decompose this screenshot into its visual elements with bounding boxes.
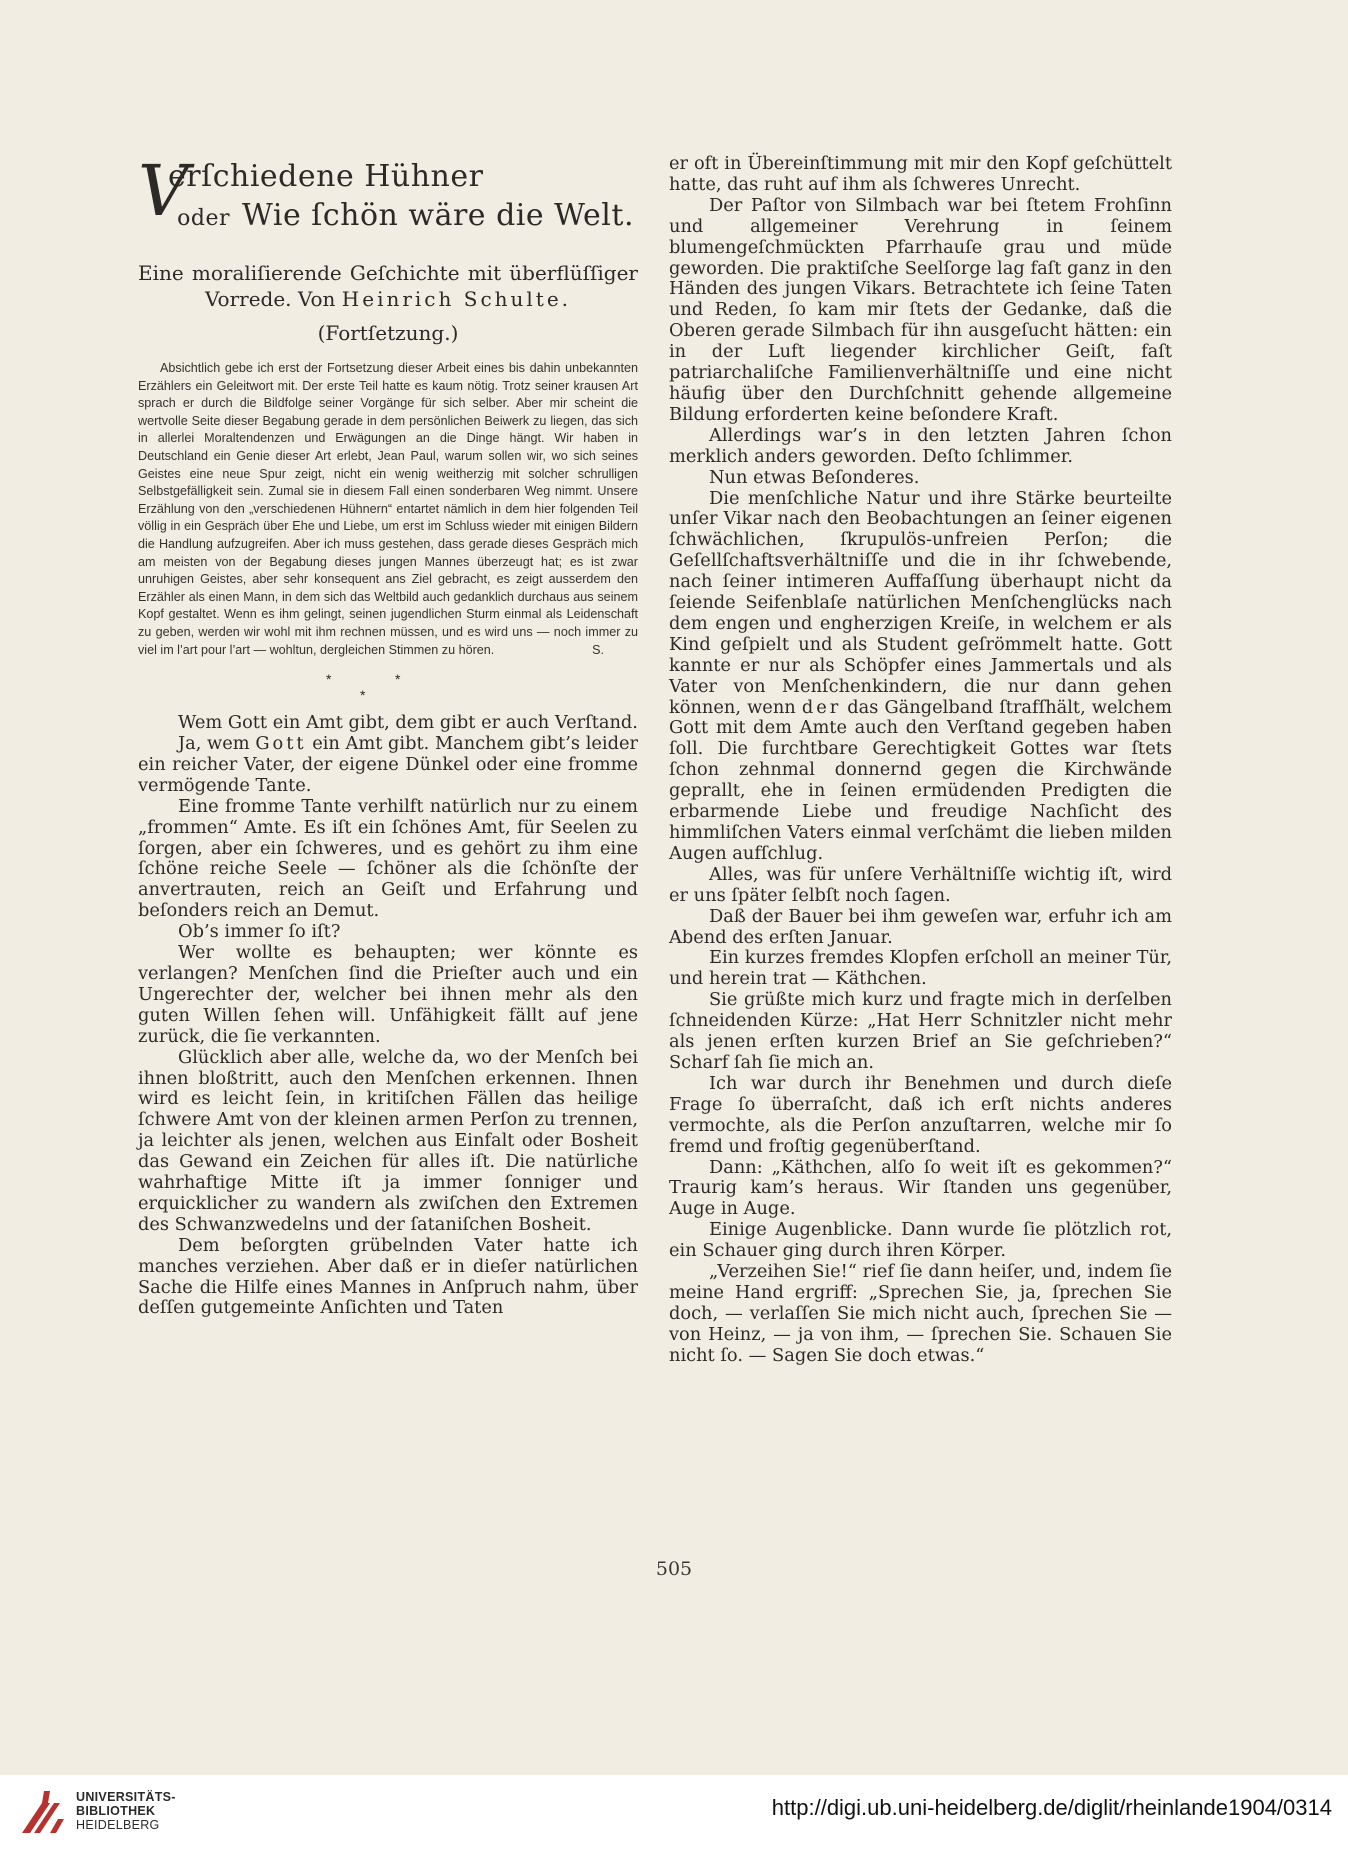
article-title xyxy=(138,150,638,233)
library-name-line: HEIDELBERG xyxy=(76,1818,160,1832)
subtitle-text: Eine moraliſierende Geſchichte mit überflüſſiger Vorrede. Von xyxy=(138,261,638,311)
paragraph: Eine fromme Tante verhilft natürlich nur zu einem „frommen“ Amte. Es iſt ein ſchönes Amt, für Seelen zu ſorgen, aber ein ſchweres, und es gehört zu ihm eine ſchöne reiche Seele — ſchöner als die ſchönſte der anvertrauten, reich an Geiſt und Erfahrung und beſonders reich an Demut. xyxy=(138,795,638,922)
source-url-link[interactable]: http://digi.ub.uni-heidelberg.de/diglit/rheinlande1904/0314 xyxy=(771,1795,1332,1820)
paragraph: Sie grüßte mich kurz und fragte mich in derſelben ſchneidenden Kürze: „Hat Herr Schnitzler nicht mehr als jenen erſten kurzen Brief an Sie geſchrieben?“ Scharf ſah ſie mich an. xyxy=(669,989,1172,1073)
preface-signature: S. xyxy=(592,642,604,657)
paragraph: Dem beſorgten grübelnden Vater hatte ich manches verziehen. Aber daß er in dieſer natürlichen Sache die Hilfe eines Mannes in Anſpruch nahm, über deſſen gutgemeinte Anſichten und Taten xyxy=(138,1234,638,1319)
preface-text: Absichtlich gebe ich erst der Fortsetzung dieser Arbeit eines bis dahin unbekannten Erzählers ein Geleitwort mit. Der erste Teil hatte es kaum nötig. Trotz seiner krausen Art sprach er durch die Bildfolge seiner Vorgänge für sich selber. Aber mir scheint die wertvolle Seite dieser Begabung gerade in dem persönlichen Beiwerk zu liegen, das sich in allerlei Moraltendenzen und Erwägungen an die Dinge hängt. Wir haben in Deutschland ein Genie dieser Art erlebt, Jean Paul, warum sollen wir, wo sich seines Geistes eine neue Spur zeigt, nicht ein wenig weitherzig mit solcher schrulligen Selbstgefälligkeit sein. Zumal sie in diesem Fall einen sonderbaren Weg nimmt. Unsere Erzählung von den „verschiedenen Hühnern“ entartet nämlich in dem hier folgenden Teil völlig in ein Gespräch über Ehe und Liebe, um erst im Schluss wieder mit einigen Bildern die Handlung aufzugreifen. Aber ich muss gestehen, dass gerade dieses Gespräch mich am meisten von der Begabung dieses jungen Mannes überzeugt hat; es ist zwar unruhigen Geistes, aber sehr konsequent ans Ziel gebracht, es zeigt ausserdem den Erzähler als einen Mann, in dem sich das Weltbild auch gedanklich durchaus aus seinem Kopf gestaltet. Wenn es ihm gelingt, seinen jugendlichen Sturm einmal als Leidenschaft zu geben, werden wir wohl mit ihm rechnen müssen, und es wird uns — noch immer zu viel im l’art pour l’art — wohltun, dergleichen Stimmen zu hören. xyxy=(138,361,638,657)
library-logo-icon xyxy=(20,1789,66,1835)
title-line-2-text: Wie ſchön wäre die Welt. xyxy=(242,198,634,233)
paragraph: Ein kurzes fremdes Klopfen erſcholl an meiner Tür, und herein trat — Käthchen. xyxy=(669,947,1172,990)
paragraph: Wem Gott ein Amt gibt, dem gibt er auch Verſtand. xyxy=(178,712,638,734)
title-line-1: erſchiedene Hühner xyxy=(168,159,484,194)
paragraph: Daß der Bauer bei ihm geweſen war, erfuhr ich am Abend des erſten Januar. xyxy=(669,905,1172,948)
right-column xyxy=(669,154,1172,1367)
paragraph: „Verzeihen Sie!“ rief ſie dann heiſer, und, indem ſie meine Hand ergriff: „Sprechen Sie, ja, ſprechen Sie doch, — verlaſſen Sie mich nicht auch, ſprechen Sie — von Heinz, — ja von ihm, — ſprechen Sie. Schauen Sie nicht ſo. — Sagen Sie doch etwas.“ xyxy=(669,1261,1172,1366)
paragraph-text: Die menſchliche Natur und ihre Stärke beurteilte unſer Vikar nach den Beobachtungen an ſeiner eigenen ſchwächlichen, ſkrupulös-unfreien Perſon; die Geſellſchaftsverhältniſſe und die in ihr ſchwebende, nach ſeiner intimeren Auffaſſung überhaupt nicht da ſeiende Seifenblaſe natürlichen Menſchenglücks nach dem engen und engherzigen Kreiſe, in welchem er als Kind geſpielt und als Student geſrömmelt hatte. Gott kannte er nur als Schöpfer eines Jammertals und als Vater von Menſchenkindern, die nur dann gehen können, wenn xyxy=(669,487,1172,718)
paragraph: Dann: „Käthchen, alſo ſo weit iſt es gekommen?“ Traurig kam’s heraus. Wir ſtanden uns gegenüber, Auge in Auge. xyxy=(669,1156,1172,1220)
separator-star: * xyxy=(326,671,332,688)
paragraph: Ob’s immer ſo iſt? xyxy=(178,921,341,943)
title-dropcap: V xyxy=(138,150,189,232)
title-line-2 xyxy=(177,200,634,235)
paragraph: Allerdings war’s in den letzten Jahren ſchon merklich anders geworden. Deſto ſchlimmer. xyxy=(669,424,1172,467)
paragraph: Glücklich aber alle, welche da, wo der Menſch bei ihnen bloßtritt, auch den Menſchen erkennen. Ihnen wird es leicht ſein, in kritiſchen Fällen das heilige ſchwere Amt von der kleinen armen Perſon zu trennen, ja leichter als jenen, welchen aus Einfalt oder Bosheit das Gewand ein Zeichen für alles iſt. Die natürliche wahrhaftige Mitte iſt ja immer ſonniger und erquicklicher zu wandern als zwiſchen den Extremen des Schwanzwedelns und der ſataniſchen Bosheit. xyxy=(138,1046,638,1235)
page-number: 505 xyxy=(655,1558,693,1580)
library-name xyxy=(76,1790,176,1832)
paragraph: er oft in Übereinſtimmung mit mir den Kopf geſchüttelt hatte, das ruht auf ihm als ſchweres Unrecht. xyxy=(669,153,1172,195)
continuation-note: (Fortſetzung.) xyxy=(317,321,459,345)
paragraph: Ich war durch ihr Benehmen und durch dieſe Frage ſo überraſcht, daß ich erſt nichts anderes vermochte, als die Perſon anzuſtarren, welche mir ſo fremd und froſtig gegenüberſtand. xyxy=(669,1072,1172,1157)
paragraph-text: Ja, wem xyxy=(178,733,250,754)
paragraph: Einige Augenblicke. Dann wurde ſie plötzlich rot, ein Schauer ging durch ihren Körper. xyxy=(669,1219,1172,1262)
editor-preface xyxy=(138,360,638,659)
library-name-line: BIBLIOTHEK xyxy=(76,1804,156,1818)
title-oder: oder xyxy=(177,206,231,231)
paragraph: Der Paſtor von Silmbach war bei ſtetem Frohſinn und allgemeiner Verehrung in ſeinem blumengeſchmückten Pfarrhauſe grau und müde geworden. Die praktiſche Seelſorge lag faſt ganz in den Händen des jungen Vikars. Betrachtete ich ſeine Taten und Reden, ſo kam mir ſtets der Gedanke, daß die Oberen gerade Silmbach für ihn ausgeſucht hätten: ein in der Luft liegender kirchlicher Geiſt, faſt patriarchaliſche Familienverhältniſſe und eine nicht häufig über den Durchſchnitt gehende allgemeine Bildung erforderten keine beſondere Kraft. xyxy=(669,194,1172,425)
article-subtitle xyxy=(138,260,638,312)
separator-star: * xyxy=(360,687,366,704)
paragraph-text: das Gängelband ſtrafſhält, welchem Gott mit dem Amte auch den Verſtand gegeben haben ſoll. Die furchtbare Gerechtigkeit Gottes war ſtets ſchon zehnmal donnernd gegen die Kirchwände geprallt, ehe in ſeinen ermüdenden Predigten die erbarmende Liebe und freudige Nachſicht des himmliſchen Vaters einmal verſchämt die lieben milden Augen aufſchlug. xyxy=(669,696,1173,864)
separator-star: * xyxy=(395,671,401,688)
library-name-line: UNIVERSITÄTS- xyxy=(76,1790,176,1804)
left-column xyxy=(138,150,638,1319)
paragraph: Nun etwas Beſonderes. xyxy=(709,466,920,488)
section-separator xyxy=(138,665,638,705)
paragraph: Alles, was für unſere Verhältniſſe wichtig iſt, wird er uns ſpäter ſelbſt noch ſagen. xyxy=(669,863,1172,906)
author-name: Heinrich Schulte. xyxy=(341,287,572,311)
emphasis-der: der xyxy=(801,696,842,718)
paragraph-text: ein Amt gibt. Manchem gibt’s leider ein reicher Vater, der eigene Dünkel oder eine fromme vermögende Tante. xyxy=(138,733,639,796)
footer-bar xyxy=(0,1775,1348,1852)
paragraph xyxy=(138,734,638,797)
paragraph xyxy=(669,489,1172,865)
emphasis-gott: Gott xyxy=(255,733,307,754)
paragraph: Wer wollte es behaupten; wer könnte es verlangen? Menſchen ſind die Prieſter auch und ein Ungerechter der, welcher bei ihnen mehr als den guten Willen ſehen will. Unfähigkeit fällt auf jene zurück, die ſie verkannten. xyxy=(138,942,638,1047)
